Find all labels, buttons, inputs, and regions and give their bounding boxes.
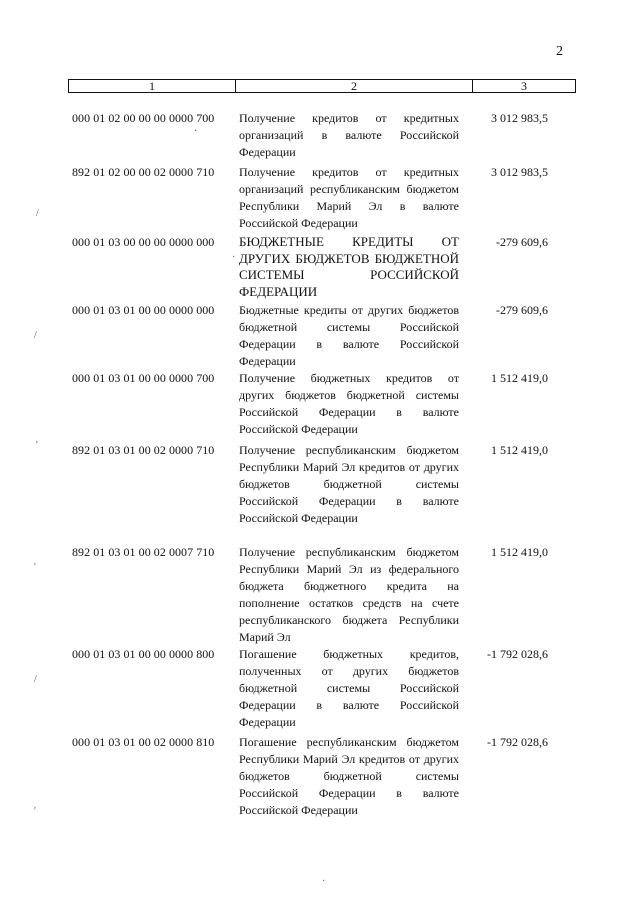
row-amount: -279 609,6 <box>496 303 548 317</box>
row-code: 892 01 03 01 00 02 0007 710 <box>72 545 215 559</box>
row-amount: -1 792 028,6 <box>487 647 548 661</box>
row-description: Получение республиканским бюджетом Республики Марий Эл кредитов от других бюджетов бюджетной системы Российской Федерации в валюте Российской Федерации <box>239 443 459 525</box>
column-header-2: 2 <box>236 80 473 93</box>
row-code: 892 01 03 01 00 02 0000 710 <box>72 443 215 457</box>
scan-speck: · <box>322 876 326 887</box>
scan-speck: ' <box>34 562 36 573</box>
scan-speck: · <box>194 126 198 137</box>
scan-speck: ' <box>34 806 36 817</box>
scan-speck: / <box>34 330 37 341</box>
row-code: 892 01 02 00 00 02 0000 710 <box>72 165 215 179</box>
row-amount: 1 512 419,0 <box>491 371 548 385</box>
row-description: Бюджетные кредиты от других бюджетов бюджетной системы Российской Федерации в валюте Российской Федерации <box>239 303 459 368</box>
row-code: 000 01 03 01 00 00 0000 000 <box>72 303 215 317</box>
row-code: 000 01 03 01 00 00 0000 700 <box>72 371 215 385</box>
page-number: 2 <box>556 44 563 59</box>
row-amount: -279 609,6 <box>496 235 548 249</box>
column-header-table <box>68 79 576 93</box>
row-description: Получение кредитов от кредитных организаций в валюте Российской Федерации <box>239 111 459 159</box>
row-description: Получение бюджетных кредитов от других бюджетов бюджетной системы Российской Федерации в валюте Российской Федерации <box>239 371 459 436</box>
scan-speck: ' <box>36 440 38 451</box>
row-code: 000 01 03 01 00 02 0000 810 <box>72 735 215 749</box>
scan-speck: / <box>36 208 39 219</box>
row-amount: 3 012 983,5 <box>491 111 548 125</box>
column-header-row <box>69 80 576 93</box>
row-code: 000 01 02 00 00 00 0000 700 <box>72 111 215 125</box>
row-description: БЮДЖЕТНЫЕ КРЕДИТЫ ОТ ДРУГИХ БЮДЖЕТОВ БЮДЖЕТНОЙ СИСТЕМЫ РОССИЙСКОЙ ФЕДЕРАЦИИ <box>239 234 459 299</box>
row-amount: 1 512 419,0 <box>491 443 548 457</box>
column-header-1: 1 <box>69 80 236 93</box>
row-description: Получение кредитов от кредитных организаций республиканским бюджетом Республики Марий Эл в валюте Российской Федерации <box>239 165 459 230</box>
row-code: 000 01 03 01 00 00 0000 800 <box>72 647 215 661</box>
column-header-3: 3 <box>473 80 576 93</box>
row-amount: -1 792 028,6 <box>487 735 548 749</box>
row-code: 000 01 03 00 00 00 0000 000 <box>72 235 215 249</box>
row-amount: 3 012 983,5 <box>491 165 548 179</box>
row-description: Погашение бюджетных кредитов, полученных от других бюджетов бюджетной системы Российской Федерации в валюте Российской Федерации <box>239 647 459 729</box>
row-amount: 1 512 419,0 <box>491 545 548 559</box>
scan-speck: · <box>232 252 236 263</box>
row-description: Погашение республиканским бюджетом Республики Марий Эл кредитов от других бюджетов бюджетной системы Российской Федерации в валюте Российской Федерации <box>239 735 459 817</box>
scan-speck: / <box>34 674 37 685</box>
row-description: Получение республиканским бюджетом Республики Марий Эл из федерального бюджета бюджетного кредита на пополнение остатков средств на счете республиканского бюджета Республики Марий Эл <box>239 545 459 644</box>
